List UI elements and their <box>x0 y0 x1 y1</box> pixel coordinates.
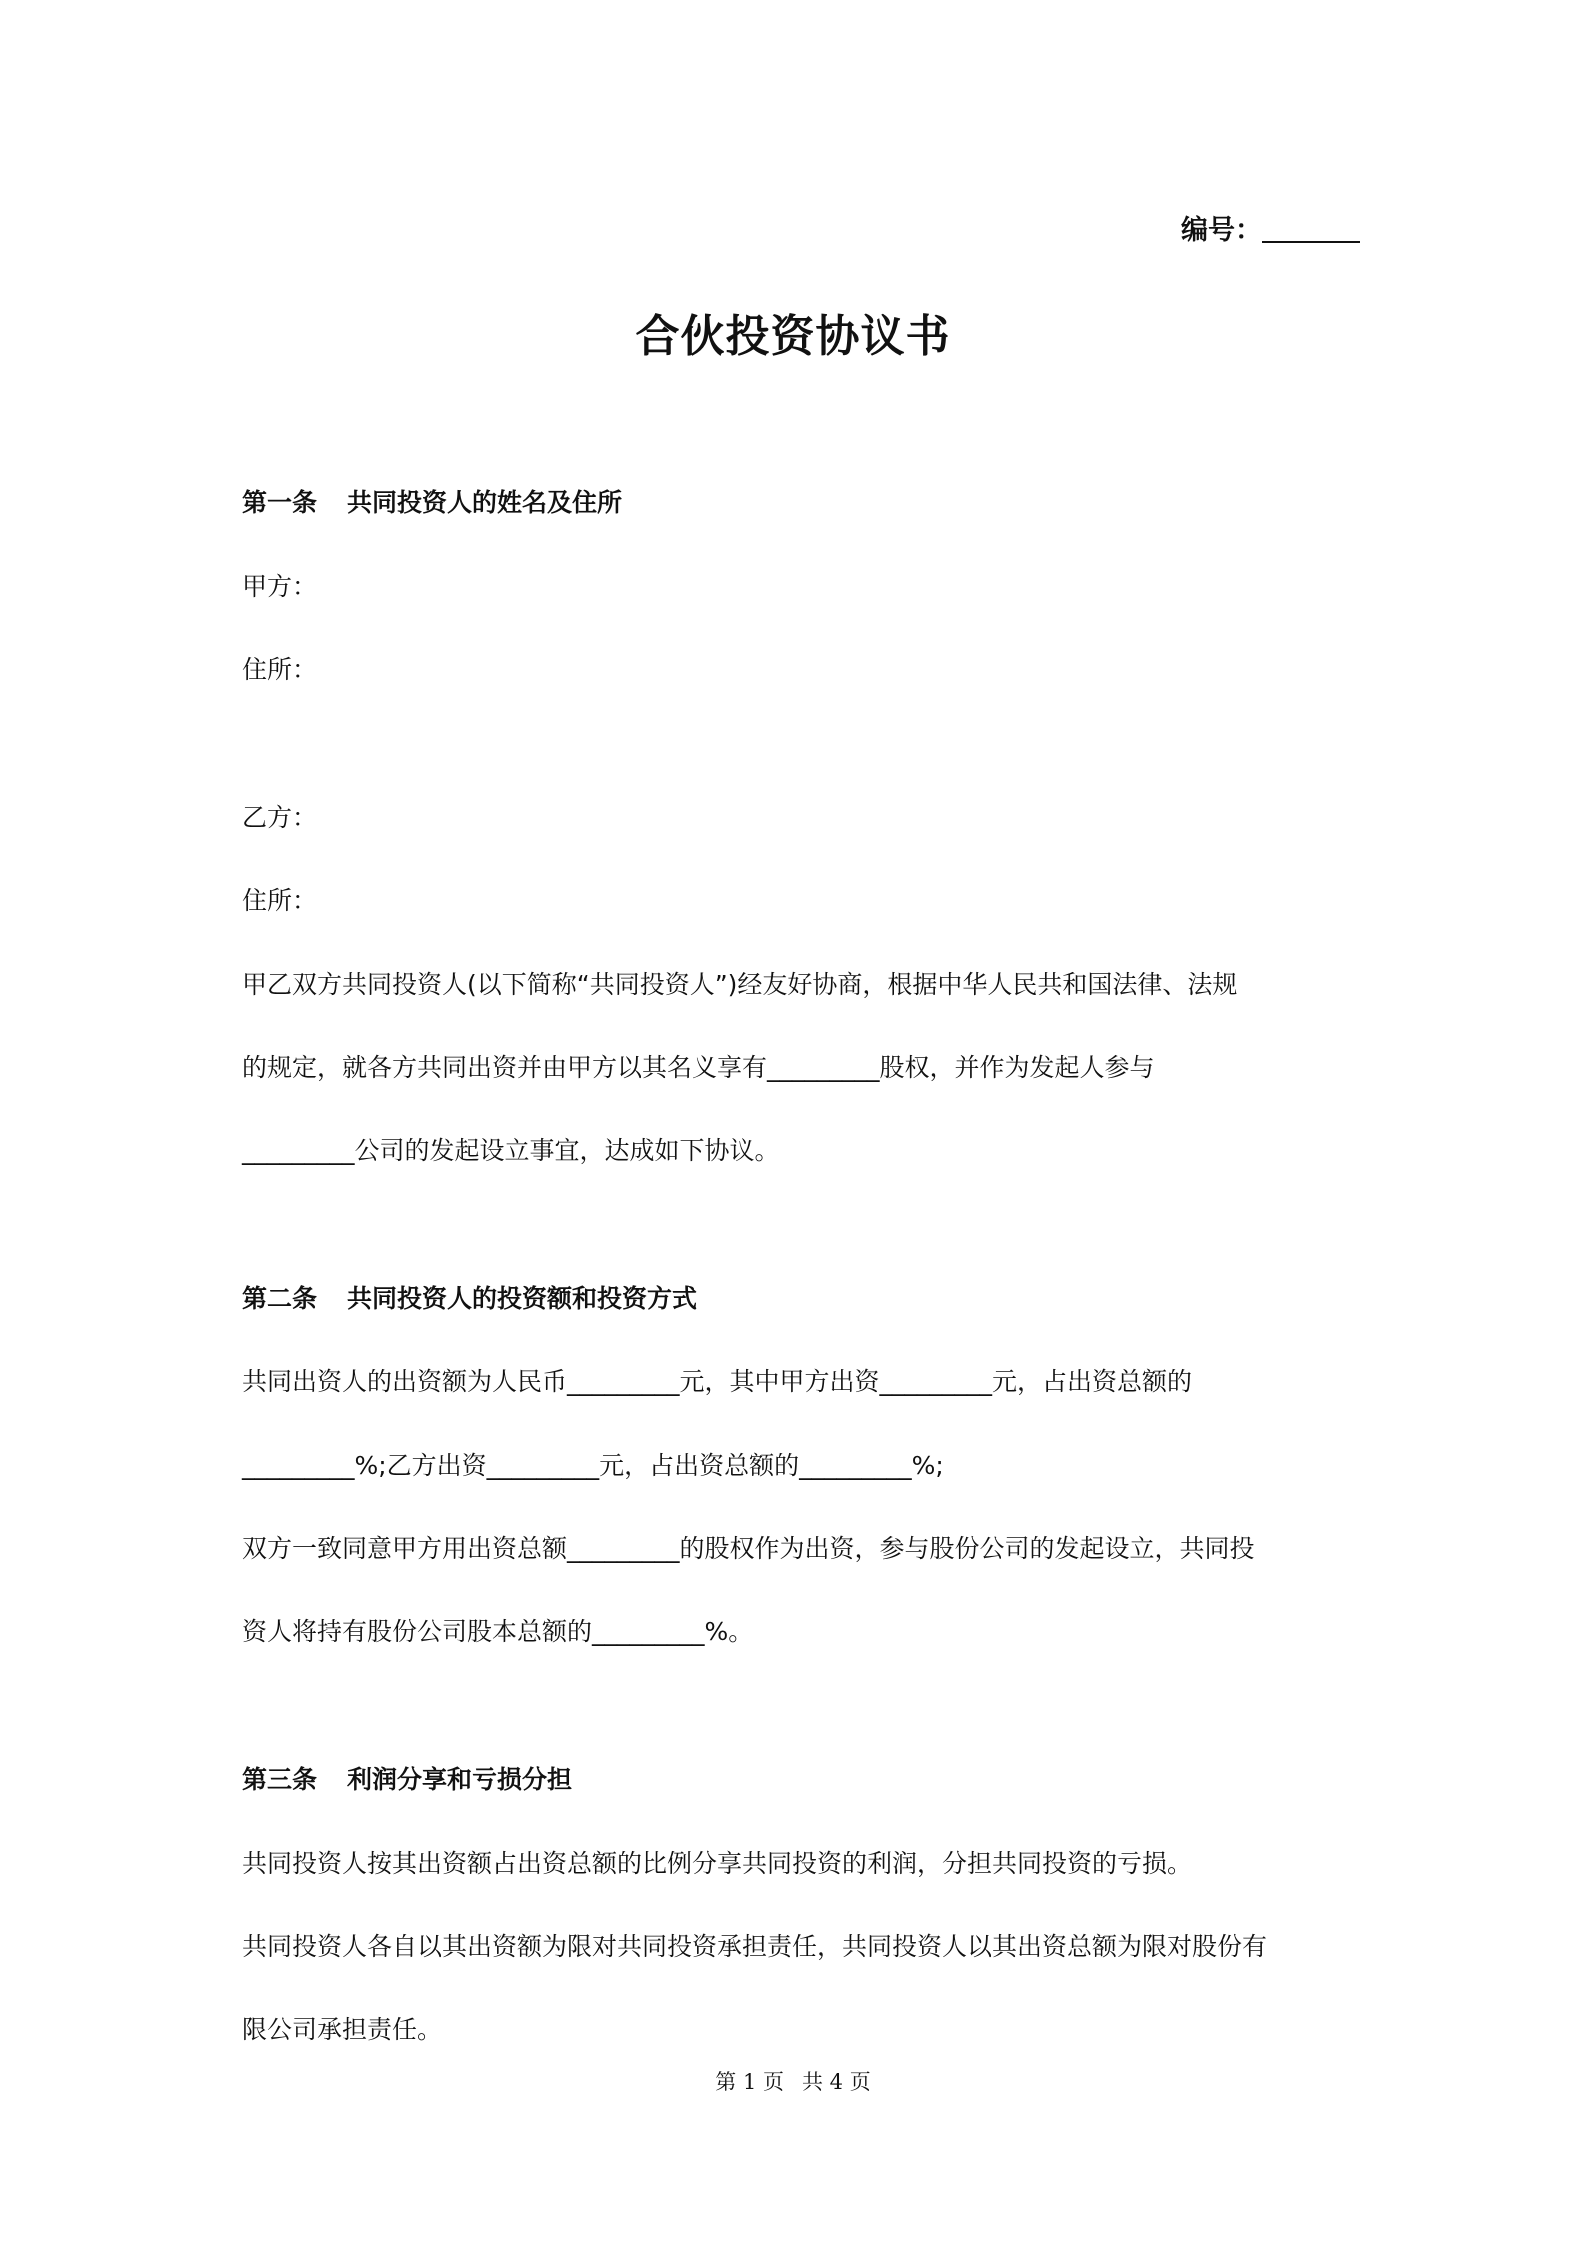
article-3-line-1: 共同投资人按其出资额占出资总额的比例分享共同投资的利润，分担共同投资的亏损。 <box>242 1849 1193 1878</box>
article-2-heading <box>242 1284 697 1314</box>
article-2-line-2: _________%;乙方出资_________元，占出资总额的_________%; <box>242 1451 944 1480</box>
article-1-paragraph-line-1: 甲乙双方共同投资人(以下简称“共同投资人”)经友好协商，根据中华人民共和国法律、法规 <box>242 970 1238 999</box>
article-1-title: 共同投资人的姓名及住所 <box>347 488 623 517</box>
article-2-line-4: 资人将持有股份公司股本总额的_________%。 <box>242 1617 754 1646</box>
page-footer <box>0 2066 1586 2096</box>
page-number-current: 第 1 页 <box>715 2070 784 2094</box>
article-3-line-2: 共同投资人各自以其出资额为限对共同投资承担责任，共同投资人以其出资总额为限对股份有 <box>242 1932 1268 1961</box>
article-2-line-3: 双方一致同意甲方用出资总额_________的股权作为出资，参与股份公司的发起设立，共同投 <box>242 1534 1255 1563</box>
document-number-blank <box>1262 215 1360 243</box>
article-1-paragraph-line-3: _________公司的发起设立事宜，达成如下协议。 <box>242 1136 780 1165</box>
article-3-title: 利润分享和亏损分担 <box>347 1765 573 1794</box>
document-number-label: 编号： <box>1181 215 1262 246</box>
article-3-number: 第三条 <box>242 1765 318 1794</box>
article-3-line-3: 限公司承担责任。 <box>242 2015 443 2044</box>
party-b-address-label: 住所： <box>242 886 318 915</box>
article-3-heading <box>242 1765 572 1795</box>
article-1-paragraph-line-2: 的规定，就各方共同出资并由甲方以其名义享有_________股权，并作为发起人参与 <box>242 1053 1155 1082</box>
article-1-number: 第一条 <box>242 488 318 517</box>
document-number <box>1100 208 1360 247</box>
party-a-address-label: 住所： <box>242 655 318 684</box>
article-2-title: 共同投资人的投资额和投资方式 <box>347 1284 698 1313</box>
article-1-heading <box>242 488 622 518</box>
page-number-total: 共 4 页 <box>802 2070 871 2094</box>
party-a-label: 甲方： <box>242 572 318 601</box>
party-b-label: 乙方： <box>242 803 318 832</box>
document-title: 合伙投资协议书 <box>635 311 951 362</box>
article-2-line-1: 共同出资人的出资额为人民币_________元，其中甲方出资_________元，占出资总额的 <box>242 1367 1193 1396</box>
article-2-number: 第二条 <box>242 1284 318 1313</box>
